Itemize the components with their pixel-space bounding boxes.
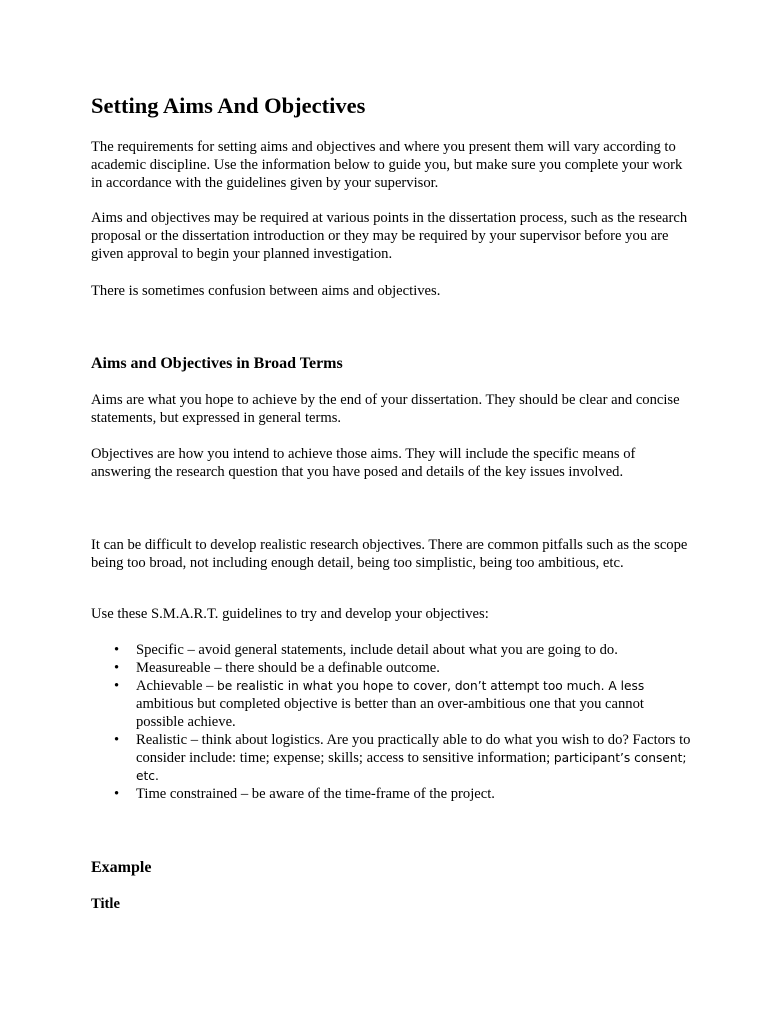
bullet-icon: • xyxy=(114,660,120,676)
list-item-text: ambitious but completed objective is better than an over-ambitious one that you cannot possible achieve. xyxy=(136,696,644,730)
smart-guidelines-list xyxy=(91,641,691,803)
list-item-measureable xyxy=(91,659,691,677)
title-label: Title xyxy=(91,896,120,912)
list-item-specific xyxy=(91,641,691,659)
list-item-text: Achievable – xyxy=(136,678,218,694)
bullet-icon: • xyxy=(114,732,120,748)
list-item-text: Specific – avoid general statements, include detail about what you are going to do. xyxy=(136,642,618,658)
bullet-icon: • xyxy=(114,642,120,658)
list-item-text-alt-font: be realistic in what you hope to cover, don’t attempt too much. A less xyxy=(217,679,645,693)
list-item-text-alt-font: participant’s consent; etc. xyxy=(136,751,687,783)
list-item-text: Time constrained – be aware of the time-frame of the project. xyxy=(136,786,495,802)
list-item-time-constrained xyxy=(91,785,691,803)
intro-paragraph-2: Aims and objectives may be required at various points in the dissertation process, such as the research proposal or the dissertation introduction or they may be required by your supervisor before you are given approval to begin your planned investigation. xyxy=(91,210,688,262)
bullet-icon: • xyxy=(114,786,120,802)
section-heading-broad-terms: Aims and Objectives in Broad Terms xyxy=(91,355,343,372)
list-item-text: Realistic – think about logistics. Are you practically able to do what you wish to do? Factors to consider include: time; expense; skills; access to sensitive information; xyxy=(136,732,691,766)
bullet-icon: • xyxy=(114,678,120,694)
pitfalls-paragraph: It can be difficult to develop realistic research objectives. There are common pitfalls such as the scope being too broad, not including enough detail, being too simplistic, being too ambitious, etc. xyxy=(91,537,688,571)
intro-paragraph-1: The requirements for setting aims and objectives and where you present them will vary according to academic discipline. Use the information below to guide you, but make sure you complete your work in accordance with the guidelines given by your supervisor. xyxy=(91,139,683,191)
list-item-text: Measureable – there should be a definable outcome. xyxy=(136,660,440,676)
objectives-paragraph: Objectives are how you intend to achieve those aims. They will include the specific means of answering the research question that you have posed and details of the key issues involved. xyxy=(91,446,636,480)
list-item-realistic xyxy=(91,731,691,785)
intro-paragraph-3: There is sometimes confusion between aims and objectives. xyxy=(91,283,441,299)
aims-paragraph: Aims are what you hope to achieve by the end of your dissertation. They should be clear and concise statements, but expressed in general terms. xyxy=(91,392,680,426)
example-heading: Example xyxy=(91,859,152,876)
smart-intro-paragraph: Use these S.M.A.R.T. guidelines to try and develop your objectives: xyxy=(91,606,489,622)
list-item-achievable xyxy=(91,677,691,731)
page-title: Setting Aims And Objectives xyxy=(91,93,366,118)
